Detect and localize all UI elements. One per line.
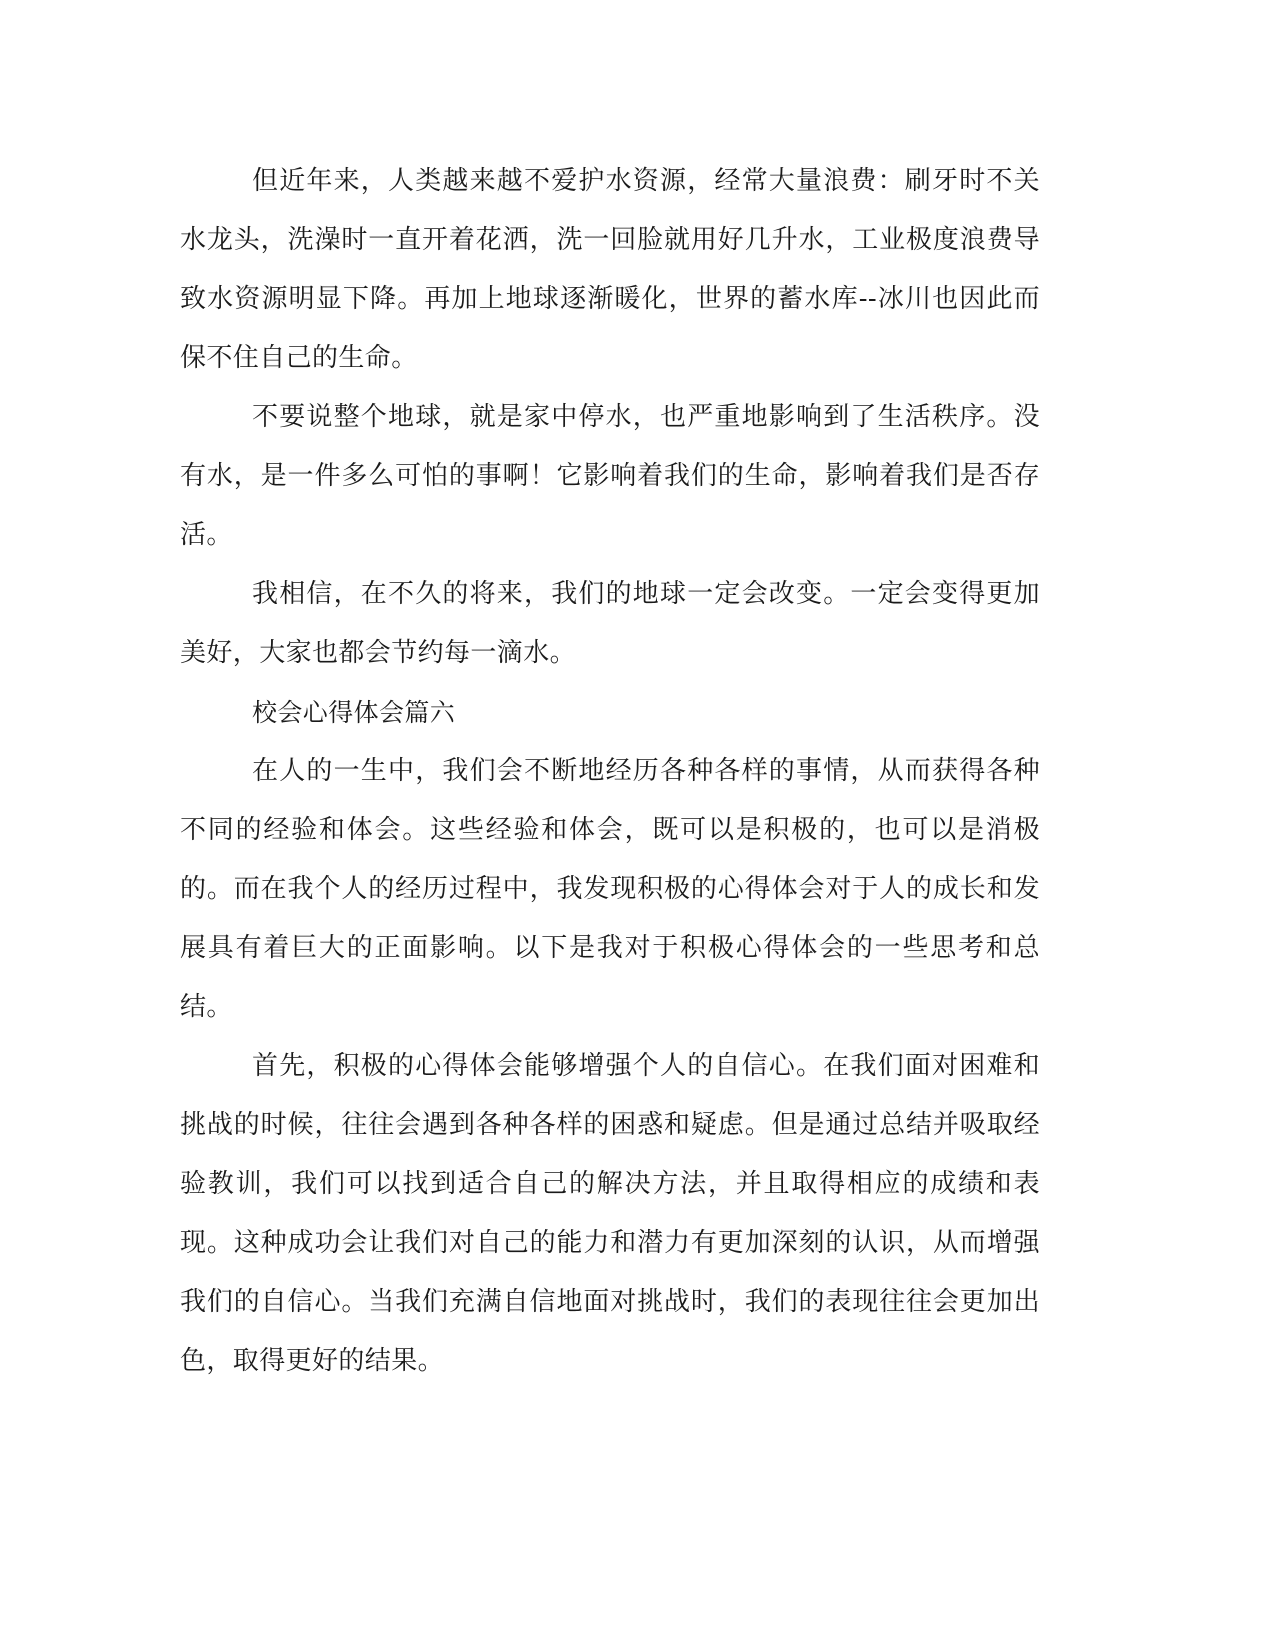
document-body [180, 152, 1040, 1391]
paragraph-water-waste: 但近年来，人类越来越不爱护水资源，经常大量浪费：刷牙时不关水龙头，洗澡时一直开着花洒，洗一回脸就用好几升水，工业极度浪费导致水资源明显下降。再加上地球逐渐暖化，世界的蓄水库--冰川也因此而保不住自己的生命。 [180, 166, 1040, 373]
paragraph-life-experience: 在人的一生中，我们会不断地经历各种各样的事情，从而获得各种不同的经验和体会。这些经验和体会，既可以是积极的，也可以是消极的。而在我个人的经历过程中，我发现积极的心得体会对于人的成长和发展具有着巨大的正面影响。以下是我对于积极心得体会的一些思考和总结。 [180, 756, 1040, 1022]
paragraph-confidence: 首先，积极的心得体会能够增强个人的自信心。在我们面对困难和挑战的时候，往往会遇到各种各样的困惑和疑虑。但是通过总结并吸取经验教训，我们可以找到适合自己的解决方法，并且取得相应的成绩和表现。这种成功会让我们对自己的能力和潜力有更加深刻的认识，从而增强我们的自信心。当我们充满自信地面对挑战时，我们的表现往往会更加出色，取得更好的结果。 [180, 1051, 1040, 1376]
paragraph-future-earth: 我相信，在不久的将来，我们的地球一定会改变。一定会变得更加美好，大家也都会节约每一滴水。 [180, 579, 1040, 668]
section-title: 校会心得体会篇六 [252, 698, 456, 727]
paragraph-no-water: 不要说整个地球，就是家中停水，也严重地影响到了生活秩序。没有水，是一件多么可怕的事啊！它影响着我们的生命，影响着我们是否存活。 [180, 402, 1040, 550]
